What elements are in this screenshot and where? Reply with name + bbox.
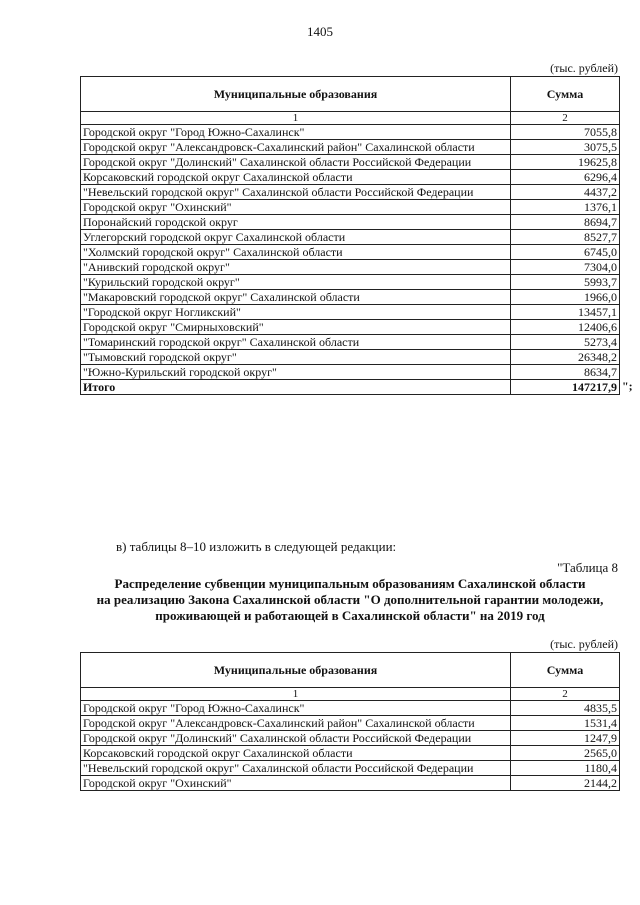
municipality-name: Городской округ "Александровск-Сахалинский район" Сахалинской области <box>81 716 511 731</box>
table-row <box>81 731 620 746</box>
amount-value: 2565,0 <box>511 746 620 761</box>
column-number: 2 <box>511 112 620 125</box>
table-row <box>81 701 620 716</box>
municipality-name: "Курильский городской округ" <box>81 275 511 290</box>
amount-value: 4437,2 <box>511 185 620 200</box>
units-label: (тыс. рублей) <box>550 61 618 75</box>
table-row <box>81 305 620 320</box>
municipality-name: Углегорский городской округ Сахалинской области <box>81 230 511 245</box>
table-row <box>81 125 620 140</box>
amount-value: 12406,6 <box>511 320 620 335</box>
page-number: 1405 <box>307 24 333 39</box>
table-row <box>81 290 620 305</box>
total-value: 147217,9 <box>511 380 620 395</box>
table-row <box>81 350 620 365</box>
column-header-amount: Сумма <box>511 77 620 112</box>
amount-value: 8527,7 <box>511 230 620 245</box>
table-row <box>81 215 620 230</box>
municipality-name: "Городской округ Ногликский" <box>81 305 511 320</box>
units-label: (тыс. рублей) <box>550 637 618 651</box>
amount-value: 5273,4 <box>511 335 620 350</box>
total-row <box>81 380 620 395</box>
column-number: 1 <box>81 688 511 701</box>
amount-value: 13457,1 <box>511 305 620 320</box>
amount-value: 2144,2 <box>511 776 620 791</box>
table-row <box>81 365 620 380</box>
municipality-name: Городской округ "Охинский" <box>81 776 511 791</box>
amount-value: 8694,7 <box>511 215 620 230</box>
table-row <box>81 776 620 791</box>
municipality-name: Городской округ "Александровск-Сахалинский район" Сахалинской области <box>81 140 511 155</box>
amount-value: 8634,7 <box>511 365 620 380</box>
table-row <box>81 245 620 260</box>
table-row <box>81 761 620 776</box>
municipality-name: Корсаковский городской округ Сахалинской области <box>81 170 511 185</box>
amount-value: 1966,0 <box>511 290 620 305</box>
municipality-name: "Невельский городской округ" Сахалинской области Российской Федерации <box>81 761 511 776</box>
table-title <box>60 576 640 624</box>
column-header-municipality: Муниципальные образования <box>81 77 511 112</box>
table-row <box>81 230 620 245</box>
total-label: Итого <box>81 380 511 395</box>
table-label: "Таблица 8 <box>557 560 618 575</box>
column-header-amount: Сумма <box>511 653 620 688</box>
municipality-name: "Тымовский городской округ" <box>81 350 511 365</box>
municipality-name: Городской округ "Город Южно-Сахалинск" <box>81 125 511 140</box>
table-row <box>81 155 620 170</box>
municipality-name: Городской округ "Охинский" <box>81 200 511 215</box>
municipality-name: Городской округ "Город Южно-Сахалинск" <box>81 701 511 716</box>
amount-value: 1180,4 <box>511 761 620 776</box>
table-row <box>81 275 620 290</box>
subsidy-table-8 <box>80 652 620 791</box>
amount-value: 7055,8 <box>511 125 620 140</box>
amount-value: 5993,7 <box>511 275 620 290</box>
amount-value: 6745,0 <box>511 245 620 260</box>
table-row <box>81 746 620 761</box>
amount-value: 3075,5 <box>511 140 620 155</box>
table-row <box>81 200 620 215</box>
subsidy-table-1 <box>80 76 620 395</box>
amount-value: 1376,1 <box>511 200 620 215</box>
amount-value: 1531,4 <box>511 716 620 731</box>
municipality-name: Корсаковский городской округ Сахалинской области <box>81 746 511 761</box>
table-title-line: Распределение субвенции муниципальным образованиям Сахалинской области <box>114 576 586 591</box>
municipality-name: "Южно-Курильский городской округ" <box>81 365 511 380</box>
municipality-name: "Макаровский городской округ" Сахалинской области <box>81 290 511 305</box>
municipality-name: Поронайский городской округ <box>81 215 511 230</box>
municipality-name: "Невельский городской округ" Сахалинской области Российской Федерации <box>81 185 511 200</box>
table-row <box>81 320 620 335</box>
table-row <box>81 170 620 185</box>
table-row <box>81 716 620 731</box>
column-number: 2 <box>511 688 620 701</box>
table-row <box>81 260 620 275</box>
amount-value: 1247,9 <box>511 731 620 746</box>
table-row <box>81 185 620 200</box>
table-row <box>81 140 620 155</box>
amount-value: 4835,5 <box>511 701 620 716</box>
table-title-line: проживающей и работающей в Сахалинской области" на 2019 год <box>155 608 545 623</box>
amount-value: 26348,2 <box>511 350 620 365</box>
municipality-name: Городской округ "Долинский" Сахалинской области Российской Федерации <box>81 155 511 170</box>
column-number: 1 <box>81 112 511 125</box>
municipality-name: "Анивский городской округ" <box>81 260 511 275</box>
column-header-municipality: Муниципальные образования <box>81 653 511 688</box>
amount-value: 19625,8 <box>511 155 620 170</box>
instruction-text: в) таблицы 8–10 изложить в следующей редакции: <box>116 539 397 554</box>
municipality-name: Городской округ "Долинский" Сахалинской области Российской Федерации <box>81 731 511 746</box>
table-title-line: на реализацию Закона Сахалинской области "О дополнительной гарантии молодежи, <box>96 592 604 607</box>
municipality-name: Городской округ "Смирныховский" <box>81 320 511 335</box>
municipality-name: "Томаринский городской округ" Сахалинской области <box>81 335 511 350</box>
table-row <box>81 335 620 350</box>
amount-value: 7304,0 <box>511 260 620 275</box>
amount-value: 6296,4 <box>511 170 620 185</box>
closing-quote-mark: "; <box>622 379 633 393</box>
municipality-name: "Холмский городской округ" Сахалинской области <box>81 245 511 260</box>
